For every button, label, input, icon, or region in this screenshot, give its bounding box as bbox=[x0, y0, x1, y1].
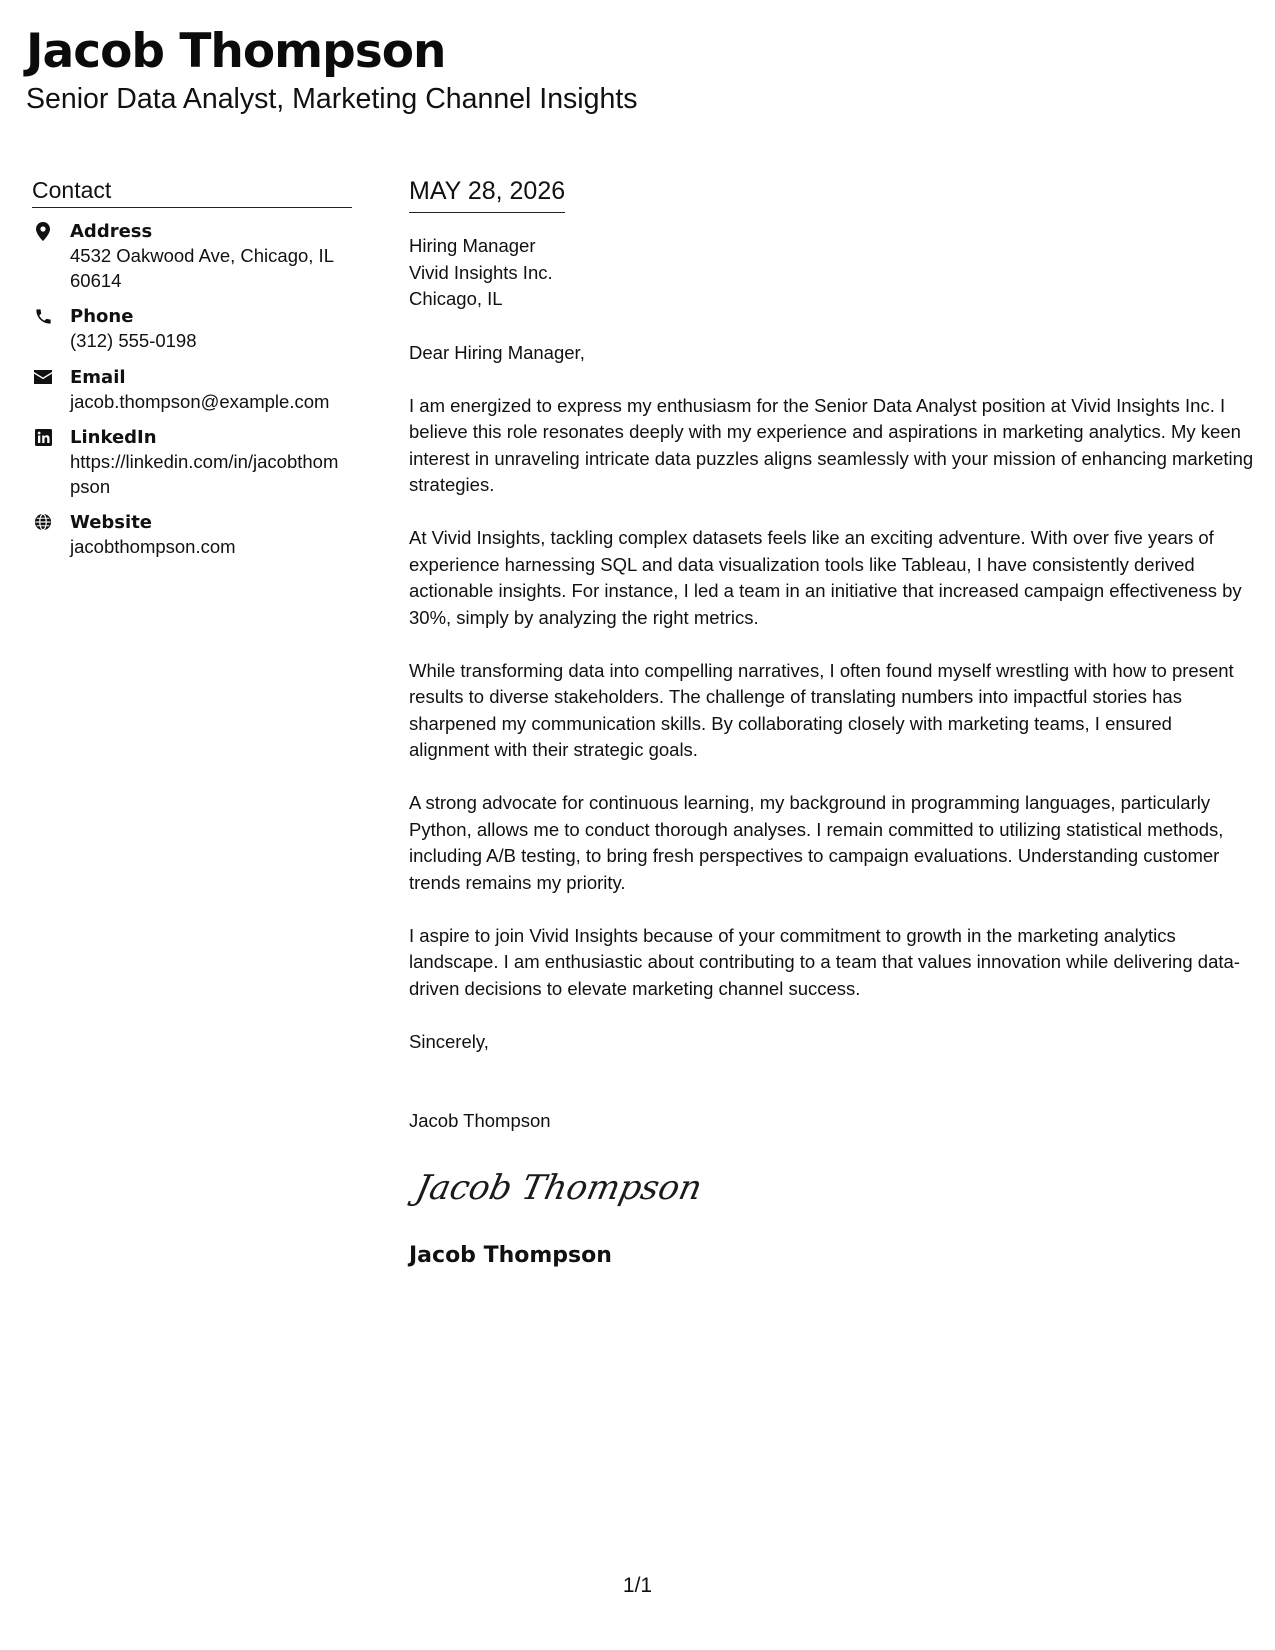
contact-sidebar bbox=[32, 176, 352, 571]
applicant-name: Jacob Thompson bbox=[26, 24, 446, 79]
typed-name: Jacob Thompson bbox=[409, 1110, 551, 1131]
page-number: 1/1 bbox=[622, 1574, 653, 1597]
contact-label: LinkedIn bbox=[70, 427, 157, 448]
printed-name: Jacob Thompson bbox=[409, 1242, 612, 1268]
linkedin-icon bbox=[32, 426, 54, 448]
contact-heading: Contact bbox=[32, 176, 352, 208]
recipient-line: Vivid Insights Inc. bbox=[409, 261, 553, 283]
linkedin-value[interactable]: https://linkedin.com/in/jacobthompson bbox=[70, 451, 339, 497]
job-title: Senior Data Analyst, Marketing Channel Insights bbox=[26, 83, 638, 115]
envelope-icon bbox=[32, 366, 54, 388]
contact-item-email bbox=[32, 365, 352, 415]
recipient-line: Chicago, IL bbox=[409, 288, 503, 309]
contact-label: Phone bbox=[70, 306, 134, 327]
address-value: 4532 Oakwood Ave, Chicago, IL 60614 bbox=[70, 245, 334, 291]
body-paragraph: I am energized to express my enthusiasm for the Senior Data Analyst position at Vivid Insights Inc. I believe this role resonates deeply with my experience and aspirations in marketing analytics. My keen interest in unraveling intricate data puzzles aligns seamlessly with your mission of enhancing marketing strategies. bbox=[409, 394, 1254, 495]
globe-icon bbox=[32, 511, 54, 533]
letter-header bbox=[26, 22, 638, 116]
closing: Sincerely, bbox=[409, 1030, 489, 1052]
letter-body bbox=[409, 176, 1255, 1270]
contact-item-address bbox=[32, 219, 352, 293]
body-paragraph: I aspire to join Vivid Insights because of your commitment to growth in the marketing analytics landscape. I am enthusiastic about contributing to a team that values innovation while delivering data-driven decisions to elevate marketing channel success. bbox=[409, 924, 1240, 999]
map-pin-icon bbox=[32, 220, 54, 242]
salutation: Dear Hiring Manager, bbox=[409, 341, 585, 363]
contact-item-website bbox=[32, 510, 352, 560]
body-paragraph: At Vivid Insights, tackling complex datasets feels like an exciting adventure. With over five years of experience harnessing SQL and data visualization tools like Tableau, I have consistently derived actionable insights. For instance, I led a team in an initiative that increased campaign effectiveness by 30%, simply by analyzing the right metrics. bbox=[409, 527, 1242, 628]
svg-text:Jacob Thompson: Jacob Thompson bbox=[412, 1167, 706, 1208]
email-value[interactable]: jacob.thompson@example.com bbox=[70, 390, 330, 412]
contact-label: Address bbox=[70, 221, 153, 242]
phone-value: (312) 555-0198 bbox=[70, 330, 197, 351]
contact-item-linkedin bbox=[32, 425, 352, 499]
body-paragraph: While transforming data into compelling narratives, I often found myself wrestling with how to present results to diverse stakeholders. The challenge of translating numbers into impactful stories has sharpened my communication skills. By collaborating closely with marketing teams, I ensured alignment with their strategic goals. bbox=[409, 659, 1234, 760]
contact-label: Website bbox=[70, 512, 153, 533]
body-paragraph: A strong advocate for continuous learning, my background in programming languages, particularly Python, allows me to conduct thorough analyses. I remain committed to utilizing statistical methods, including A/B testing, to bring fresh perspectives to campaign evaluations. Understanding customer trends remains my priority. bbox=[409, 792, 1224, 893]
website-value[interactable]: jacobthompson.com bbox=[70, 536, 236, 557]
contact-item-phone bbox=[32, 304, 352, 354]
contact-label: Email bbox=[70, 366, 126, 388]
letter-date: MAY 28, 2026 bbox=[409, 176, 565, 213]
recipient-line: Hiring Manager bbox=[409, 235, 536, 256]
handwritten-signature bbox=[409, 1157, 706, 1217]
phone-icon bbox=[32, 305, 54, 327]
recipient-block bbox=[409, 233, 1255, 313]
